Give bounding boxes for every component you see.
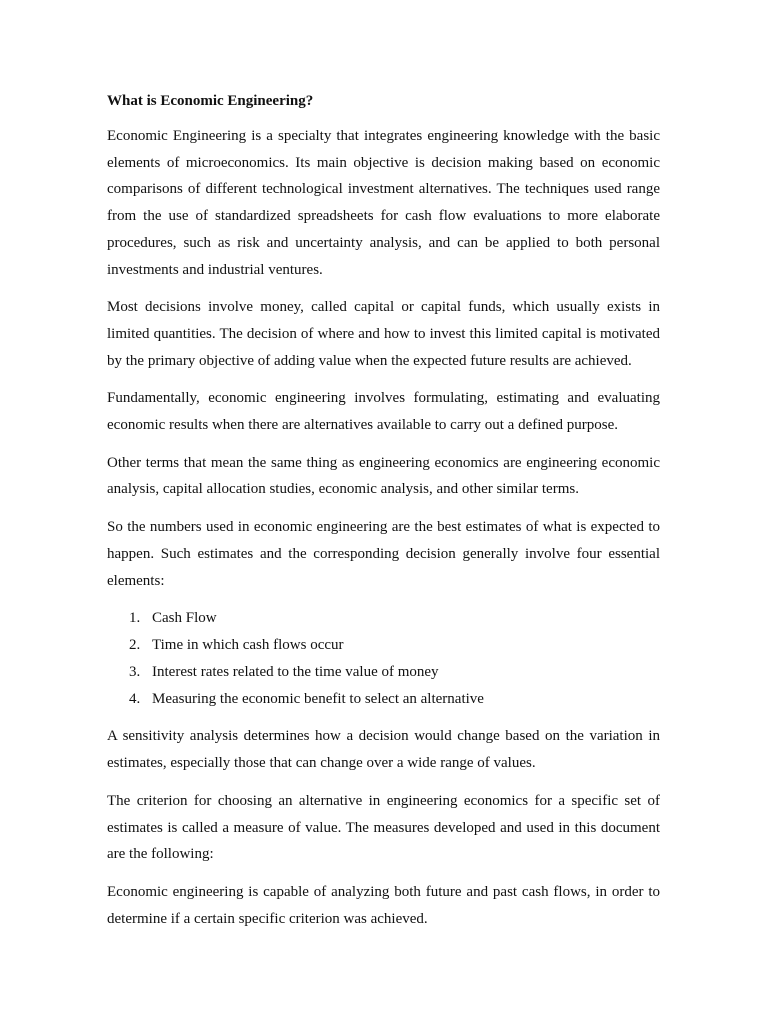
list-item-number: 3. bbox=[129, 663, 141, 680]
list-item bbox=[107, 632, 660, 659]
paragraph-fundamentals: Fundamentally, economic engineering involves formulating, estimating and evaluating economic results when there are alternatives available to carry out a defined purpose. bbox=[107, 390, 660, 434]
paragraph-estimates: So the numbers used in economic engineering are the best estimates of what is expected to happen. Such estimates and the corresponding decision generally involve four essential elements: bbox=[107, 519, 660, 589]
paragraph-criterion: The criterion for choosing an alternative in engineering economics for a specific set of estimates is called a measure of value. The measures developed and used in this document are the following: bbox=[107, 792, 660, 863]
list-item-number: 4. bbox=[129, 690, 141, 707]
paragraph-cash-flows: Economic engineering is capable of analyzing both future and past cash flows, in order to determine if a certain specific criterion was achieved. bbox=[107, 883, 660, 927]
list-item bbox=[107, 659, 660, 686]
list-item-text: Cash Flow bbox=[152, 610, 217, 627]
paragraph-other-terms: Other terms that mean the same thing as engineering economics are engineering economic analysis, capital allocation studies, economic analysis, and other similar terms. bbox=[107, 454, 660, 498]
document-page bbox=[107, 88, 660, 943]
list-item-number: 1. bbox=[129, 610, 141, 627]
list-item bbox=[107, 605, 660, 632]
paragraph-sensitivity: A sensitivity analysis determines how a decision would change based on the variation in estimates, especially those that can change over a wide range of values. bbox=[107, 728, 660, 772]
list-item bbox=[107, 686, 660, 713]
list-item-text: Interest rates related to the time value of money bbox=[152, 663, 439, 680]
paragraph-capital: Most decisions involve money, called capital or capital funds, which usually exists in limited quantities. The decision of where and how to invest this limited capital is motivated by the primary objective of adding value when the expected future results are achieved. bbox=[107, 299, 660, 369]
list-item-text: Time in which cash flows occur bbox=[152, 637, 344, 654]
essential-elements-list bbox=[107, 605, 660, 712]
document-title: What is Economic Engineering? bbox=[107, 93, 314, 109]
list-item-text: Measuring the economic benefit to select an alternative bbox=[152, 690, 484, 707]
list-item-number: 2. bbox=[129, 637, 141, 654]
paragraph-definition: Economic Engineering is a specialty that integrates engineering knowledge with the basic elements of microeconomics. Its main objective is decision making based on economic comparisons of different technological investment alternatives. The techniques used range from the use of standardized spreadsheets for cash flow evaluations to more elaborate procedures, such as risk and uncertainty analysis, and can be applied to both personal investments and industrial ventures. bbox=[107, 128, 660, 278]
